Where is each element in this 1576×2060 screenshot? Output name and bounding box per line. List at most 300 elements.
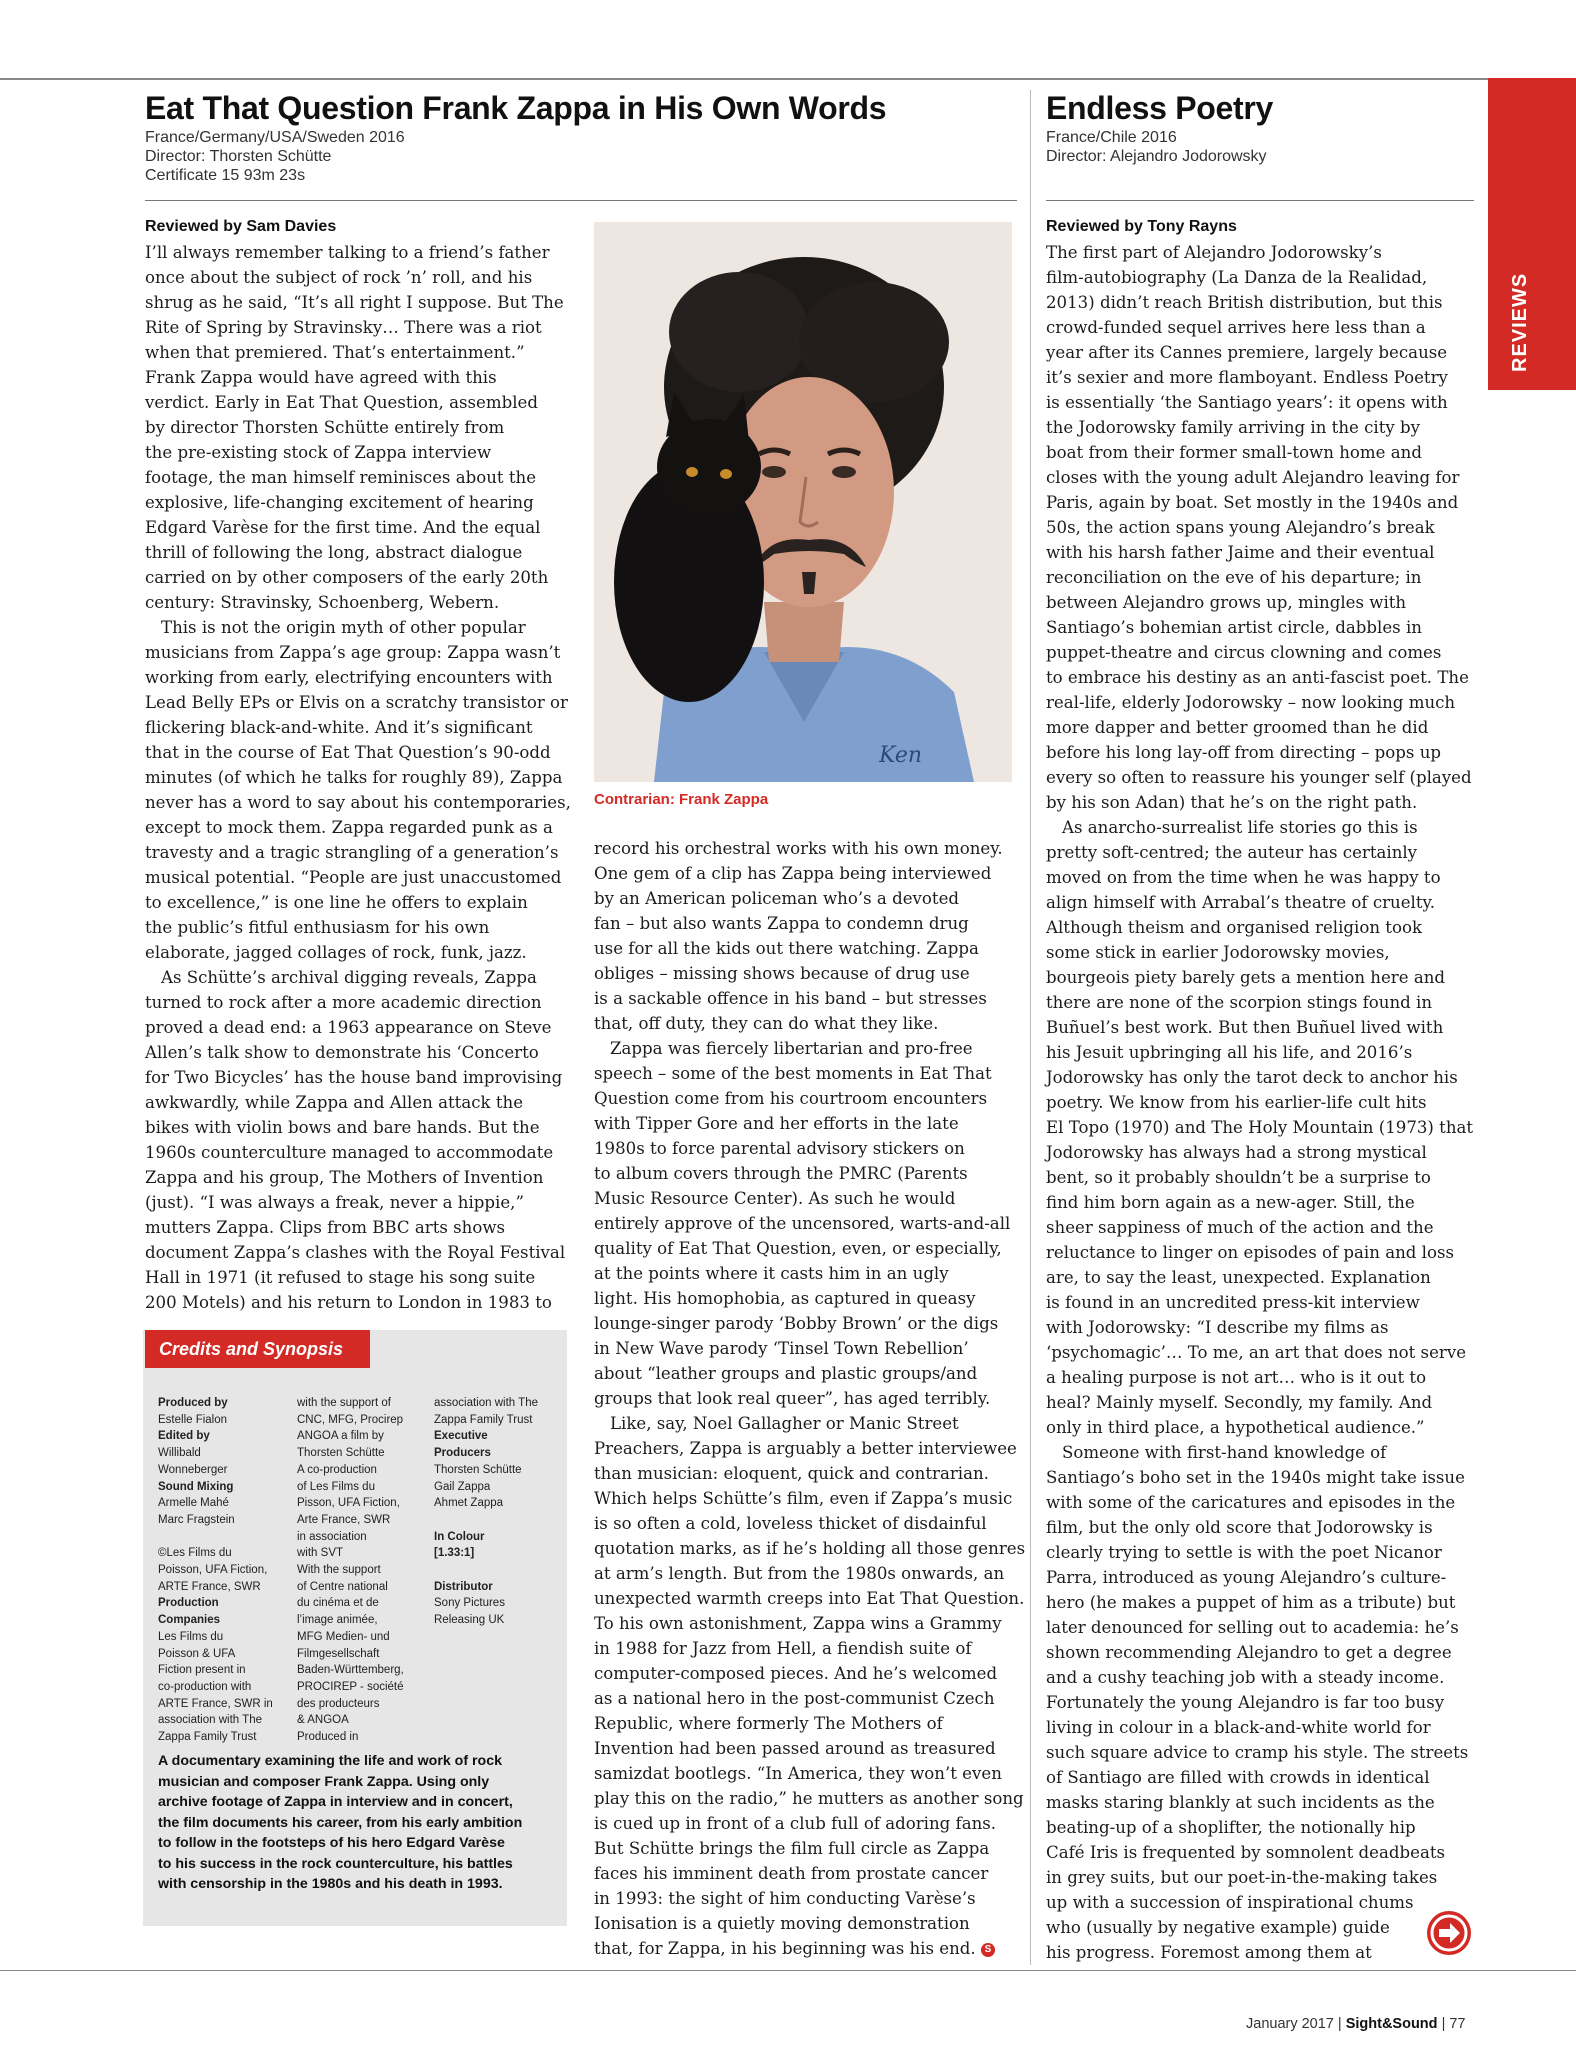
- credit-line: of Les Films du: [297, 1480, 375, 1493]
- text-line: [145, 365, 571, 390]
- text-line-content: is found in an uncredited press-kit interview: [1046, 1293, 1420, 1312]
- text-line: [145, 915, 571, 940]
- text-line-content: play this on the radio,” he mutters as another song: [594, 1789, 1024, 1808]
- arrow-right-icon: [1427, 1911, 1471, 1955]
- text-line: [1046, 890, 1473, 915]
- text-line-content: year after its Cannes premiere, largely because: [1046, 343, 1448, 362]
- text-line-content: masks staring blankly at such incidents as the: [1046, 1793, 1435, 1812]
- bottom-rule: [0, 1970, 1576, 1971]
- text-line: [1046, 1840, 1473, 1865]
- text-line: [1046, 990, 1473, 1015]
- text-line: [1046, 1290, 1473, 1315]
- header-rule-left: [145, 200, 1017, 201]
- text-line: [1046, 715, 1473, 740]
- text-line-content: Lead Belly EPs or Elvis on a scratchy transistor or: [145, 693, 568, 712]
- text-line-content: (just). “I was always a freak, never a hippie,”: [145, 1193, 524, 1212]
- text-line: [1046, 340, 1473, 365]
- text-line-content: as a national hero in the post-communist Czech: [594, 1689, 995, 1708]
- text-line-content: it’s sexier and more flamboyant. Endless Poetry: [1046, 368, 1448, 387]
- text-line-content: As Schütte’s archival digging reveals, Zappa: [161, 968, 537, 987]
- meta-line: France/Germany/USA/Sweden 2016: [145, 129, 405, 146]
- text-line-content: samizdat bootlegs. “In America, they won’t even: [594, 1764, 1002, 1783]
- text-line: [1046, 1715, 1473, 1740]
- synopsis-line: the film documents his career, from his early ambition: [158, 1814, 523, 1831]
- text-line-content: As anarcho-surrealist life stories go this is: [1062, 818, 1418, 837]
- issue-date: January 2017: [1246, 2016, 1334, 2032]
- text-line-content: such square advice to cramp his style. The streets: [1046, 1743, 1469, 1762]
- text-line-content: century: Stravinsky, Schoenberg, Webern.: [145, 593, 500, 612]
- text-line: [594, 1686, 1025, 1711]
- text-line: [145, 640, 571, 665]
- text-line-content: than musician: eloquent, quick and contrarian.: [594, 1464, 989, 1483]
- text-line-content: entirely approve of the uncensored, warts-and-all: [594, 1214, 1011, 1233]
- text-line-content: Fortunately the young Alejandro is far too busy: [1046, 1693, 1445, 1712]
- text-line: [1046, 290, 1473, 315]
- text-line-content: pretty soft-centred; the auteur has certainly: [1046, 843, 1418, 862]
- text-line: [1046, 1640, 1473, 1665]
- text-line: [1046, 1740, 1473, 1765]
- text-line: [145, 765, 571, 790]
- text-line-content: elaborate, jagged collages of rock, funk, jazz.: [145, 943, 527, 962]
- text-line-content: 200 Motels) and his return to London in 1983 to: [145, 1293, 552, 1312]
- text-line-content: align himself with Arrabal’s theatre of cruelty.: [1046, 893, 1435, 912]
- text-line-content: bourgeois piety barely gets a mention here and: [1046, 968, 1446, 987]
- text-line: [145, 415, 571, 440]
- text-line: [594, 1461, 1025, 1486]
- end-mark-icon: S: [981, 1943, 995, 1957]
- credit-line: l’image animée,: [297, 1614, 378, 1627]
- text-line: [145, 265, 571, 290]
- text-line: [1046, 1515, 1473, 1540]
- text-line: [1046, 590, 1473, 615]
- text-line: [594, 1586, 1025, 1611]
- text-line-content: Café Iris is frequented by somnolent deadbeats: [1046, 1843, 1446, 1862]
- text-line: [594, 986, 1025, 1011]
- text-line: [594, 1186, 1025, 1211]
- text-line-content: the public’s fitful enthusiasm for his own: [145, 918, 490, 937]
- credit-line: with SVT: [297, 1547, 344, 1560]
- text-line: [594, 1861, 1025, 1886]
- text-line: [145, 840, 571, 865]
- text-line-content: One gem of a clip has Zappa being interviewed: [594, 864, 992, 883]
- text-line: [594, 1486, 1025, 1511]
- text-line-content: reconciliation on the eve of his departure; in: [1046, 568, 1422, 587]
- text-line: [594, 1361, 1025, 1386]
- text-line: [1046, 765, 1473, 790]
- synopsis-line: with censorship in the 1980s and his death in 1993.: [158, 1876, 503, 1892]
- text-line: [594, 1511, 1025, 1536]
- credit-line: du cinéma et de: [297, 1597, 379, 1610]
- text-line: [145, 1115, 571, 1140]
- text-line: [1046, 740, 1473, 765]
- credits-column-2: [297, 1395, 404, 1746]
- credit-line: Filmgesellschaft: [297, 1647, 380, 1660]
- synopsis-line: archive footage of Zappa in interview and in concert,: [158, 1794, 513, 1810]
- credit-line: ARTE France, SWR in: [158, 1697, 273, 1710]
- text-line-content: Which helps Schütte’s film, even if Zappa’s music: [594, 1489, 1013, 1508]
- text-line: [594, 1411, 1025, 1436]
- text-line-content: bikes with violin bows and bare hands. But the: [145, 1118, 540, 1137]
- text-line: [145, 665, 571, 690]
- text-line-content: by an American policeman who’s a devoted: [594, 889, 960, 908]
- credit-line: Marc Fragstein: [158, 1513, 235, 1526]
- text-line-content: clearly trying to settle is with the poet Nicanor: [1046, 1543, 1442, 1562]
- text-line: [145, 965, 571, 990]
- credit-line: Gail Zappa: [434, 1480, 491, 1493]
- text-line: [1046, 915, 1473, 940]
- credit-line: ©Les Films du: [158, 1547, 232, 1560]
- text-line: [145, 715, 571, 740]
- text-line-content: proved a dead end: a 1963 appearance on Steve: [145, 1018, 552, 1037]
- text-line: [145, 1190, 571, 1215]
- text-line-content: Preachers, Zappa is arguably a better interviewee: [594, 1439, 1017, 1458]
- text-line-content: heal? Mainly myself. Secondly, my family. And: [1046, 1393, 1433, 1412]
- text-line: [594, 1161, 1025, 1186]
- text-line-content: is cued up in front of a club full of adoring fans.: [594, 1814, 997, 1833]
- credit-line: Poisson & UFA: [158, 1647, 236, 1660]
- text-line: [1046, 1490, 1473, 1515]
- credit-line: In Colour: [434, 1530, 485, 1543]
- text-line: [1046, 1240, 1473, 1265]
- credit-line: Ahmet Zappa: [434, 1497, 504, 1510]
- text-line: [145, 540, 571, 565]
- text-line-content: Zappa and his group, The Mothers of Invention: [145, 1168, 544, 1187]
- review-title-endless-poetry: Endless Poetry: [1046, 90, 1274, 126]
- review-body-column-1: [145, 240, 571, 1315]
- text-line-content: Ionisation is a quietly moving demonstration: [594, 1914, 970, 1933]
- text-line: [145, 940, 571, 965]
- text-line: [594, 1011, 1025, 1036]
- credit-line: PROCIREP - société: [297, 1680, 404, 1693]
- text-line: [1046, 1665, 1473, 1690]
- text-line-content: every so often to reassure his younger self (played: [1046, 768, 1472, 787]
- credit-line: Releasing UK: [434, 1614, 505, 1627]
- text-line-content: crowd-funded sequel arrives here less than a: [1046, 318, 1426, 337]
- text-line-content: Music Resource Center). As such he would: [594, 1189, 956, 1208]
- text-line: [145, 1290, 571, 1315]
- text-line: [145, 515, 571, 540]
- text-line-content: Santiago’s bohemian artist circle, dabbles in: [1046, 618, 1422, 637]
- text-line: [1046, 1765, 1473, 1790]
- text-line-content: his Jesuit upbringing all his life, and 2016’s: [1046, 1043, 1413, 1062]
- text-line-content: is a sackable offence in his band – but stresses: [594, 989, 987, 1008]
- text-line: [1046, 415, 1473, 440]
- text-line-content: lounge-singer parody ‘Bobby Brown’ or the digs: [594, 1314, 999, 1333]
- text-line-content: later denounced for selling out to academia: he’s: [1046, 1618, 1459, 1637]
- text-line-content: film-autobiography (La Danza de la Realidad,: [1046, 268, 1428, 287]
- text-line-content: Rite of Spring by Stravinsky… There was a riot: [145, 318, 542, 337]
- text-line-content: unexpected warmth creeps into Eat That Question.: [594, 1589, 1025, 1608]
- text-line: [1046, 390, 1473, 415]
- credit-line: & ANGOA: [297, 1714, 349, 1727]
- text-line-content: shrug as he said, “It’s all right I suppose. But The: [145, 293, 564, 312]
- synopsis-line: to his success in the rock counterculture, his battles: [158, 1855, 513, 1872]
- text-line-content: The first part of Alejandro Jodorowsky’s: [1046, 243, 1382, 262]
- text-line: [1046, 840, 1473, 865]
- text-line-content: mutters Zappa. Clips from BBC arts shows: [145, 1218, 506, 1237]
- text-line: [594, 1561, 1025, 1586]
- text-line: [145, 565, 571, 590]
- text-line: [1046, 690, 1473, 715]
- text-line-content: Like, say, Noel Gallagher or Manic Street: [610, 1414, 959, 1433]
- text-line-content: to album covers through the PMRC (Parents: [594, 1164, 968, 1183]
- text-line-content: is essentially ‘the Santiago years’: it opens with: [1046, 393, 1448, 412]
- text-line: [1046, 265, 1473, 290]
- text-line-content: 1960s counterculture managed to accommodate: [145, 1143, 554, 1162]
- text-line: [145, 1090, 571, 1115]
- text-line-content: only in third place, a hypothetical audience.”: [1046, 1418, 1425, 1437]
- credit-line: Thorsten Schütte: [434, 1463, 522, 1476]
- text-line: [594, 1436, 1025, 1461]
- text-line: [1046, 1140, 1473, 1165]
- text-line: [594, 1636, 1025, 1661]
- text-line-content: moved on from the time when he was happy to: [1046, 868, 1441, 887]
- text-line: [594, 1111, 1025, 1136]
- text-line-content: that in the course of Eat That Question’s 90-odd: [145, 743, 551, 762]
- credit-line: CNC, MFG, Procirep: [297, 1413, 404, 1426]
- text-line: [594, 1336, 1025, 1361]
- credit-line: association with The: [434, 1397, 538, 1409]
- text-line-content: up with a succession of inspirational chums: [1046, 1893, 1414, 1912]
- text-line: [1046, 1615, 1473, 1640]
- text-line-content: use for all the kids out there watching. Zappa: [594, 939, 979, 958]
- text-line: [1046, 1065, 1473, 1090]
- text-line-content: But Schütte brings the film full circle as Zappa: [594, 1839, 990, 1858]
- text-line-content: with Jodorowsky: “I describe my films as: [1046, 1318, 1389, 1337]
- text-line: [594, 911, 1025, 936]
- text-line: [1046, 1915, 1473, 1940]
- credit-line: Arte France, SWR: [297, 1513, 391, 1526]
- header-rule-right: [1046, 200, 1474, 201]
- text-line: [145, 490, 571, 515]
- text-line-content: by his son Adan) that he’s on the right path.: [1046, 793, 1418, 812]
- text-line: [594, 1836, 1025, 1861]
- text-line-content: quality of Eat That Question, even, or especially,: [594, 1239, 1002, 1258]
- text-line: [594, 1611, 1025, 1636]
- text-line-content: real-life, elderly Jodorowsky – now looking much: [1046, 693, 1456, 712]
- text-line-content: Santiago’s boho set in the 1940s might take issue: [1046, 1468, 1465, 1487]
- text-line: [1046, 1265, 1473, 1290]
- text-line-content: working from early, electrifying encounters with: [145, 668, 553, 687]
- text-line-content: Although theism and organised religion took: [1046, 918, 1423, 937]
- credit-line: MFG Medien- und: [297, 1630, 390, 1643]
- text-line: [1046, 1365, 1473, 1390]
- text-line: [145, 1265, 571, 1290]
- meta-line: Director: Alejandro Jodorowsky: [1046, 148, 1267, 165]
- text-line-content: This is not the origin myth of other popular: [161, 618, 526, 637]
- credit-line: association with The: [158, 1714, 262, 1727]
- text-line-content: explosive, life-changing excitement of hearing: [145, 493, 534, 512]
- text-line-content: in New Wave parody ‘Tinsel Town Rebellion’: [594, 1339, 969, 1358]
- text-line: [145, 590, 571, 615]
- credit-line: Distributor: [434, 1580, 493, 1593]
- credit-line: Sound Mixing: [158, 1480, 234, 1493]
- text-line-content: turned to rock after a more academic direction: [145, 993, 542, 1012]
- text-line: [1046, 565, 1473, 590]
- text-line: [145, 1165, 571, 1190]
- text-line-content: in grey suits, but our poet-in-the-making takes: [1046, 1868, 1438, 1887]
- credit-line: Sony Pictures: [434, 1597, 505, 1610]
- text-line-content: the Jodorowsky family arriving in the city by: [1046, 418, 1421, 437]
- text-line: [594, 1761, 1025, 1786]
- text-line-content: Jodorowsky has always had a strong mystical: [1046, 1143, 1427, 1162]
- text-line-content: some stick in earlier Jodorowsky movies,: [1046, 943, 1390, 962]
- text-line-content: that, for Zappa, in his beginning was his end.: [594, 1939, 976, 1958]
- credit-line: Produced in: [297, 1731, 359, 1744]
- text-line: [145, 740, 571, 765]
- continue-arrow-icon[interactable]: [1427, 1911, 1471, 1955]
- text-line-content: before his long lay-off from directing – pops up: [1046, 743, 1442, 762]
- frank-zappa-photo: [594, 222, 1012, 782]
- text-line: [1046, 1590, 1473, 1615]
- text-line-content: Jodorowsky has only the tarot deck to anchor his: [1046, 1068, 1458, 1087]
- text-line: [594, 936, 1025, 961]
- text-line: [594, 1661, 1025, 1686]
- text-line: [145, 315, 571, 340]
- text-line-content: awkwardly, while Zappa and Allen attack the: [145, 1093, 524, 1112]
- credit-line: [434, 1562, 538, 1579]
- text-line: [1046, 440, 1473, 465]
- text-line-content: at arm’s length. But from the 1980s onwards, an: [594, 1564, 1005, 1583]
- credit-line: Fiction present in: [158, 1664, 246, 1677]
- text-line-content: computer-composed pieces. And he’s welcomed: [594, 1664, 998, 1683]
- text-line-content: poetry. We know from his earlier-life cult hits: [1046, 1093, 1427, 1112]
- text-line: [1046, 965, 1473, 990]
- credit-line: ANGOA a film by: [297, 1430, 384, 1443]
- text-line: [1046, 1440, 1473, 1465]
- text-line: [594, 1811, 1025, 1836]
- text-line-content: speech – some of the best moments in Eat That: [594, 1064, 992, 1083]
- text-line-content: thrill of following the long, abstract dialogue: [145, 543, 523, 562]
- credits-heading: Credits and Synopsis: [145, 1330, 370, 1368]
- text-line-content: with his harsh father Jaime and their eventual: [1046, 543, 1435, 562]
- text-line-content: Buñuel’s best work. But then Buñuel lived with: [1046, 1018, 1444, 1037]
- credits-column-3: [434, 1395, 538, 1629]
- text-line-content: travesty and a tragic strangling of a generation’s: [145, 843, 559, 862]
- text-line-content: quotation marks, as if he’s holding all those genres: [594, 1539, 1026, 1558]
- magazine-brand: Sight&Sound: [1345, 2016, 1438, 2032]
- text-line-content: El Topo (1970) and The Holy Mountain (1973) that: [1046, 1118, 1474, 1137]
- meta-line: France/Chile 2016: [1046, 129, 1177, 146]
- text-line-content: Allen’s talk show to demonstrate his ‘Concerto: [145, 1043, 539, 1062]
- text-line-content: that, off duty, they can do what they like.: [594, 1014, 939, 1033]
- text-line: [1046, 1165, 1473, 1190]
- text-line-content: a healing purpose is not art… who is it out to: [1046, 1368, 1427, 1387]
- text-line: [1046, 1315, 1473, 1340]
- text-line-content: boat from their former small-town home and: [1046, 443, 1422, 462]
- text-line-content: about “leather groups and plastic groups/and: [594, 1364, 978, 1383]
- text-line-content: at the points where it casts him in an ugly: [594, 1264, 949, 1283]
- text-line: [594, 1061, 1025, 1086]
- credit-line: ARTE France, SWR: [158, 1580, 261, 1593]
- text-line-content: Frank Zappa would have agreed with this: [145, 368, 497, 387]
- text-line: [1046, 1090, 1473, 1115]
- credit-line: Companies: [158, 1614, 220, 1627]
- text-line-content: Invention had been passed around as treasured: [594, 1739, 996, 1758]
- text-line-content: puppet-theatre and circus clowning and comes: [1046, 643, 1442, 662]
- review-body-column-2: [594, 836, 1025, 1961]
- text-line: [145, 890, 571, 915]
- text-line: [145, 1065, 571, 1090]
- text-line-content: shown recommending Alejandro to get a degree: [1046, 1643, 1452, 1662]
- text-line-content: his progress. Foremost among them at: [1046, 1943, 1372, 1962]
- text-line: [1046, 1790, 1473, 1815]
- text-line-content: film, but the only old score that Jodorowsky is: [1046, 1518, 1433, 1537]
- credit-line: des producteurs: [297, 1697, 380, 1710]
- synopsis-line: to follow in the footsteps of his hero Edgard Varèse: [158, 1835, 505, 1851]
- text-line: [145, 615, 571, 640]
- text-line-content: by director Thorsten Schütte entirely from: [145, 418, 505, 437]
- credit-line: with the support of: [297, 1397, 391, 1409]
- text-line-content: once about the subject of rock ’n’ roll, and his: [145, 268, 533, 287]
- svg-text:Ken: Ken: [879, 743, 923, 768]
- credit-line: of Centre national: [297, 1580, 388, 1593]
- text-line-content: find him born again as a new-ager. Still, the: [1046, 1193, 1415, 1212]
- text-line-content: in 1993: the sight of him conducting Varèse’s: [594, 1889, 976, 1908]
- text-line: [594, 1311, 1025, 1336]
- text-line-content: of Santiago are filled with crowds in identical: [1046, 1768, 1430, 1787]
- text-line-content: obliges – missing shows because of drug use: [594, 964, 970, 983]
- text-line: [1046, 1115, 1473, 1140]
- credits-column-1: [158, 1395, 273, 1746]
- text-line-content: I’ll always remember talking to a friend’s father: [145, 243, 550, 262]
- text-line: [594, 861, 1025, 886]
- text-line-content: except to mock them. Zappa regarded punk as a: [145, 818, 553, 837]
- text-line-content: sheer sappiness of much of the action and the: [1046, 1218, 1434, 1237]
- text-line-content: Someone with first-hand knowledge of: [1062, 1443, 1387, 1462]
- text-line: [594, 1536, 1025, 1561]
- reviewer-byline: Reviewed by Tony Rayns: [1046, 218, 1237, 235]
- text-line: [145, 1015, 571, 1040]
- text-line: [594, 1736, 1025, 1761]
- text-line-content: living in colour in a black-and-white world for: [1046, 1718, 1431, 1737]
- credit-line: Poisson, UFA Fiction,: [158, 1564, 268, 1577]
- text-line: [1046, 315, 1473, 340]
- text-line-content: 50s, the action spans young Alejandro’s break: [1046, 518, 1435, 537]
- text-line: [1046, 940, 1473, 965]
- text-line-content: Question come from his courtroom encounters: [594, 1089, 988, 1108]
- credit-line: co-production with: [158, 1680, 252, 1693]
- text-line-content: in 1988 for Jazz from Hell, a fiendish suite of: [594, 1639, 972, 1658]
- photo-caption: Contrarian: Frank Zappa: [594, 791, 769, 808]
- text-line: [1046, 1015, 1473, 1040]
- text-line-content: verdict. Early in Eat That Question, assembled: [145, 393, 538, 412]
- credit-line: Baden-Württemberg,: [297, 1664, 404, 1677]
- review-title-eat-that-question: Eat That Question Frank Zappa in His Own Words: [145, 90, 887, 126]
- text-line: [1046, 1940, 1473, 1965]
- footer-separator: |: [1441, 2016, 1450, 2032]
- text-line: [1046, 1415, 1473, 1440]
- text-line: [1046, 1890, 1473, 1915]
- text-line: [1046, 790, 1473, 815]
- text-line-content: and a cushy teaching job with a steady income.: [1046, 1668, 1445, 1687]
- text-line: [1046, 365, 1473, 390]
- credit-line: in association: [297, 1530, 367, 1543]
- text-line: [1046, 1865, 1473, 1890]
- text-line-content: when that premiered. That’s entertainment.”: [145, 343, 525, 362]
- credit-line: Zappa Family Trust: [158, 1731, 257, 1744]
- credit-line: Zappa Family Trust: [434, 1413, 533, 1426]
- credit-line: Wonneberger: [158, 1463, 228, 1476]
- page-footer: [1246, 2016, 1466, 2032]
- text-line-content: the pre-existing stock of Zappa interview: [145, 443, 492, 462]
- text-line-content: to embrace his destiny as an anti-fascist poet. The: [1046, 668, 1469, 687]
- text-line-content: more dapper and better groomed than he did: [1046, 718, 1429, 737]
- review-body-column-3: [1046, 240, 1473, 1965]
- text-line: [145, 390, 571, 415]
- section-tab: [1488, 78, 1576, 390]
- credit-line: A co-production: [297, 1463, 377, 1476]
